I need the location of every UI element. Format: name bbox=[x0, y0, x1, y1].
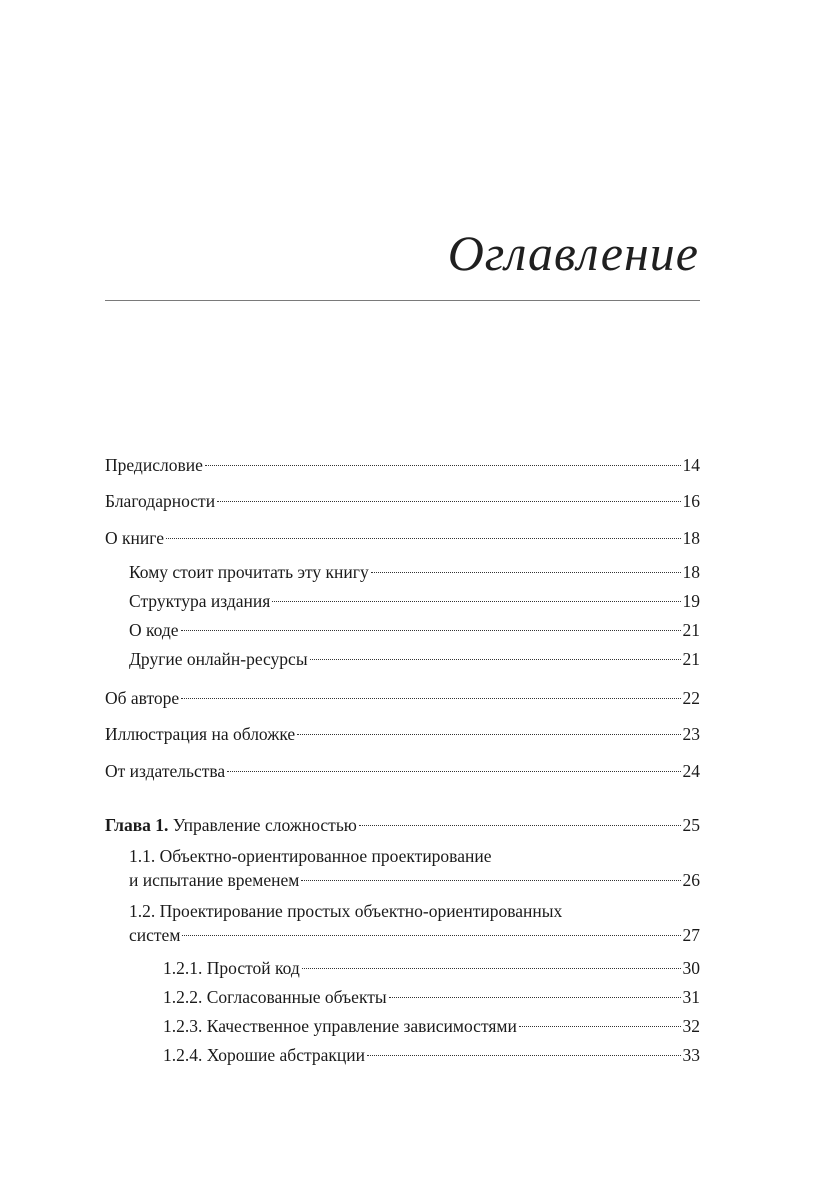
toc-entry-label: Структура издания bbox=[129, 591, 271, 611]
toc-entry-label: Об авторе bbox=[105, 688, 180, 708]
dot-leader bbox=[217, 501, 680, 502]
toc-entry-label: Иллюстрация на обложке bbox=[105, 724, 296, 744]
toc-page-number: 31 bbox=[682, 987, 700, 1007]
toc-entry-label-line: 1.2. Проектирование простых объектно-ориентированных bbox=[129, 901, 563, 921]
dot-leader bbox=[359, 825, 681, 826]
toc-entry-label: систем bbox=[129, 925, 181, 945]
toc-entry-online-resources[interactable] bbox=[105, 645, 700, 673]
toc-entry-1-2-4[interactable] bbox=[105, 1041, 700, 1069]
dot-leader bbox=[272, 601, 680, 602]
page-title: Оглавление bbox=[447, 225, 699, 281]
toc-page-number: 19 bbox=[682, 591, 700, 611]
toc-entry-label: О книге bbox=[105, 528, 164, 548]
title-divider bbox=[105, 300, 700, 301]
dot-leader bbox=[181, 630, 681, 631]
toc-page-number: 25 bbox=[682, 815, 700, 835]
toc-entry-1-2-1[interactable] bbox=[105, 954, 700, 982]
toc-entry-1-2-2[interactable] bbox=[105, 983, 700, 1011]
toc-page-number: 16 bbox=[682, 491, 700, 511]
dot-leader bbox=[389, 997, 681, 998]
toc-entry-from-publisher[interactable] bbox=[105, 757, 700, 785]
dot-leader bbox=[166, 538, 681, 539]
dot-leader bbox=[367, 1055, 681, 1056]
toc-page-number: 14 bbox=[682, 455, 700, 475]
toc-entry-label: Другие онлайн-ресурсы bbox=[129, 649, 308, 669]
toc-page-number: 33 bbox=[682, 1045, 700, 1065]
toc-page-number: 18 bbox=[682, 562, 700, 582]
toc-entry-label: Предисловие bbox=[105, 455, 203, 475]
toc-entry-acknowledgements[interactable] bbox=[105, 487, 700, 515]
toc-entry-preface[interactable] bbox=[105, 451, 700, 479]
toc-entry-structure[interactable] bbox=[105, 587, 700, 615]
toc-page-number: 30 bbox=[682, 958, 700, 978]
chapter-prefix: Глава 1. bbox=[105, 815, 169, 835]
toc-entry-cover-illustration[interactable] bbox=[105, 720, 700, 748]
toc-entry-label: 1.2.3. Качественное управление зависимостями bbox=[163, 1016, 517, 1036]
toc-entry-label: 1.2.4. Хорошие абстракции bbox=[163, 1045, 365, 1065]
dot-leader bbox=[310, 659, 681, 660]
toc-entry-about-code[interactable] bbox=[105, 616, 700, 644]
toc-entry-chapter-1[interactable] bbox=[105, 811, 700, 839]
dot-leader bbox=[302, 968, 681, 969]
toc-entry-label-line: 1.1. Объектно-ориентированное проектирование bbox=[129, 846, 492, 866]
dot-leader bbox=[519, 1026, 681, 1027]
dot-leader bbox=[297, 734, 680, 735]
toc-entry-label: От издательства bbox=[105, 761, 226, 781]
toc-page-number: 26 bbox=[682, 870, 700, 890]
dot-leader bbox=[205, 465, 681, 466]
toc-entry-1-2-3[interactable] bbox=[105, 1012, 700, 1040]
dot-leader bbox=[182, 935, 680, 936]
dot-leader bbox=[227, 771, 680, 772]
toc-page-number: 27 bbox=[682, 925, 700, 945]
toc-entry-label: и испытание временем bbox=[129, 870, 300, 890]
toc-page-number: 21 bbox=[682, 620, 700, 640]
toc-page-number: 18 bbox=[682, 528, 700, 548]
toc-entry-label: Благодарности bbox=[105, 491, 216, 511]
toc-page-number: 23 bbox=[682, 724, 700, 744]
toc-entry-label: 1.2.1. Простой код bbox=[163, 958, 300, 978]
dot-leader bbox=[371, 572, 681, 573]
dot-leader bbox=[181, 698, 680, 699]
toc-page-number: 21 bbox=[682, 649, 700, 669]
toc-entry-label: Кому стоит прочитать эту книгу bbox=[129, 562, 369, 582]
toc-entry-label bbox=[105, 811, 357, 839]
toc-page-number: 32 bbox=[682, 1016, 700, 1036]
toc-entry-label: 1.2.2. Согласованные объекты bbox=[163, 987, 387, 1007]
toc-page-number: 22 bbox=[682, 688, 700, 708]
toc-entry-label: О коде bbox=[129, 620, 179, 640]
chapter-title: Управление сложностью bbox=[172, 815, 357, 835]
toc-entry-1-2[interactable] bbox=[105, 897, 700, 949]
toc-entry-1-1[interactable] bbox=[105, 842, 700, 894]
toc-entry-audience[interactable] bbox=[105, 558, 700, 586]
toc-entry-about-book[interactable] bbox=[105, 524, 700, 552]
dot-leader bbox=[301, 880, 680, 881]
toc-page-number: 24 bbox=[682, 761, 700, 781]
toc-entry-about-author[interactable] bbox=[105, 684, 700, 712]
